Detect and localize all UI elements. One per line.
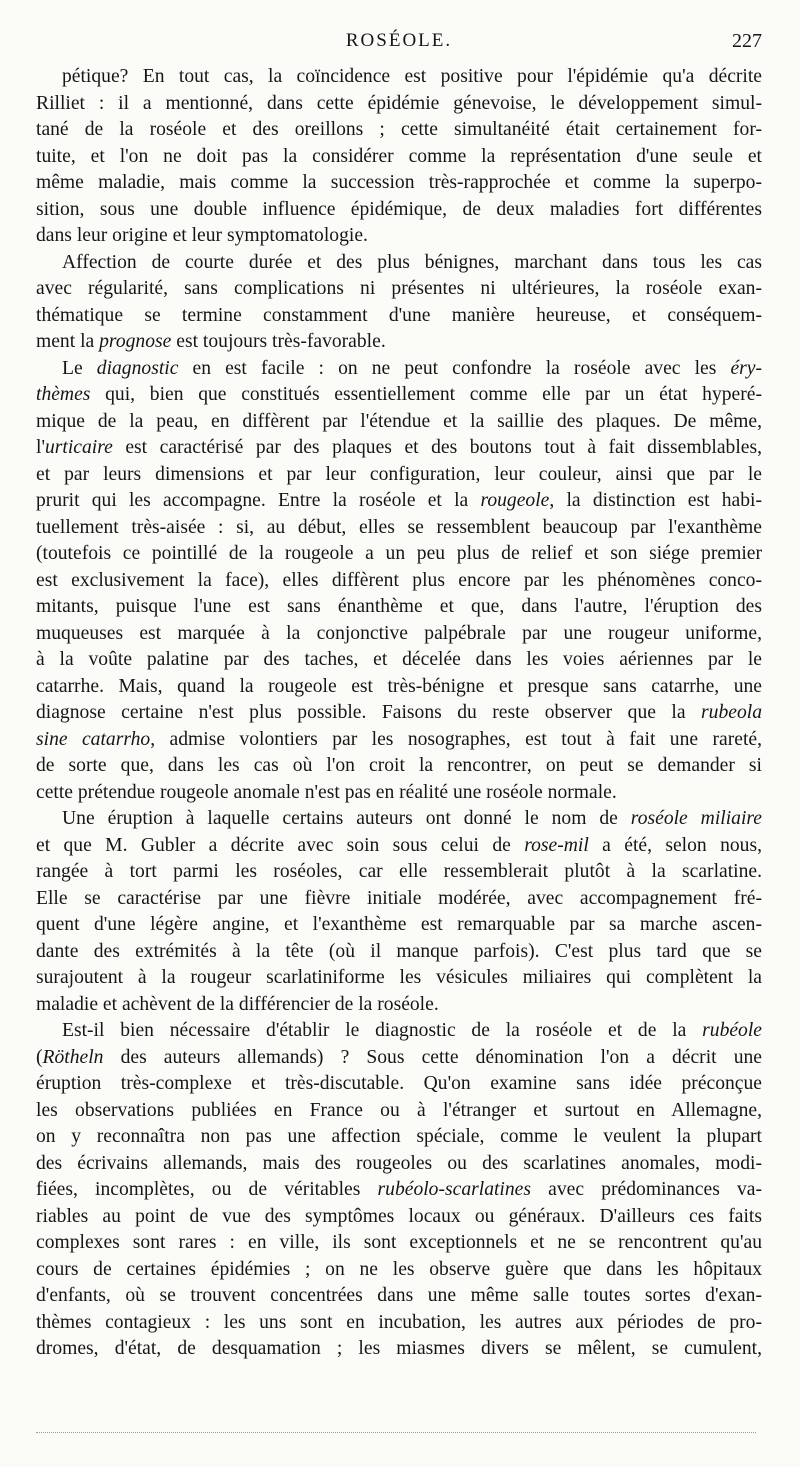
italic-term: roséole miliaire: [630, 808, 762, 829]
text-line: sine catarrho, admise volontiers par les nosographes, est tout à fait une rareté,: [36, 728, 762, 750]
text-line: thèmes contagieux : les uns sont en incubation, les autres aux périodes de pro-: [36, 1311, 762, 1333]
text-line: dans leur origine et leur symptomatologie.: [36, 225, 368, 246]
text-line: Rilliet : il a mentionné, dans cette épidémie génevoise, le développement simul-: [36, 92, 762, 114]
italic-term: rubéolo-scarlatines: [377, 1179, 531, 1200]
page-header: [36, 30, 762, 60]
text-line: mitants, puisque l'une est sans énanthème et que, dans l'autre, l'éruption des: [36, 596, 762, 617]
text-line: catarrhe. Mais, quand la rougeole est très-bénigne et presque sans catarrhe, une: [36, 675, 762, 697]
text-line: Elle se caractérise par une fièvre initiale modérée, avec accompagnement fré-: [36, 887, 762, 909]
italic-term: prognose: [99, 331, 172, 352]
text-line: de sorte que, dans les cas où l'on croit la rencontrer, on peut se demander si: [36, 755, 762, 776]
text-line: thématique se termine constamment d'une manière heureuse, et conséquem-: [36, 304, 762, 326]
text-line: riables au point de vue des symptômes locaux ou généraux. D'ailleurs ces faits: [36, 1205, 762, 1227]
paragraph: [36, 1018, 762, 1363]
text-line: rangée à tort parmi les roséoles, car elle ressemblerait plutôt à la scarlatine.: [36, 861, 762, 882]
italic-term: rougeole: [480, 490, 550, 511]
text-line: (toutefois ce pointillé de la rougeole a un peu plus de relief et son siége premier: [36, 543, 762, 564]
italic-term: urticaire: [44, 437, 113, 458]
text-line: tuite, et l'on ne doit pas la considérer comme la représentation d'une seule et: [36, 145, 762, 167]
text-line: d'enfants, où se trouvent concentrées dans une même salle toutes sortes d'exan-: [36, 1285, 762, 1306]
text-line: maladie et achèvent de la différencier de la roséole.: [36, 993, 439, 1015]
text-line: ment la prognose est toujours très-favorable.: [36, 331, 386, 352]
text-line: dromes, d'état, de desquamation ; les miasmes divers se mêlent, se cumulent,: [36, 1338, 762, 1359]
text-line: mique de la peau, en diffèrent par l'étendue et la saillie des plaques. De même,: [36, 410, 762, 432]
running-title: ROSÉOLE.: [345, 30, 453, 51]
body-text: [36, 64, 762, 1363]
text-line: et que M. Gubler a décrite avec soin sous celui de rose-mil a été, selon nous,: [36, 834, 763, 856]
paragraph: [36, 64, 762, 250]
text-line: thèmes qui, bien que constitués essentiellement comme elle par un état hyperé-: [36, 384, 762, 405]
text-line: éruption très-complexe et très-discutable. Qu'on examine sans idée préconçue: [36, 1073, 762, 1094]
text-line: Affection de courte durée et des plus bénignes, marchant dans tous les cas: [62, 251, 762, 273]
text-line: pétique? En tout cas, la coïncidence est positive pour l'épidémie qu'a décrite: [62, 66, 762, 87]
text-line: l'urticaire est caractérisé par des plaques et des boutons tout à fait dissemblables,: [36, 437, 762, 458]
text-line: avec régularité, sans complications ni présentes ni ultérieures, la roséole exan-: [36, 278, 762, 299]
text-line: des écrivains allemands, mais des rougeoles ou des scarlatines anomales, modi-: [36, 1152, 762, 1174]
italic-term: rubeola: [701, 702, 762, 723]
paragraph: [36, 250, 762, 356]
italic-term: rubéole: [702, 1020, 762, 1041]
text-line: muqueuses est marquée à la conjonctive palpébrale par une rougeur uniforme,: [36, 622, 762, 644]
text-line: tané de la roséole et des oreillons ; cette simultanéité était certainement for-: [36, 119, 762, 140]
text-line: sition, sous une double influence épidémique, de deux maladies fort différentes: [36, 198, 762, 220]
text-line: on y reconnaîtra non pas une affection spéciale, comme le veulent la plupart: [36, 1126, 762, 1147]
text-line: diagnose certaine n'est plus possible. Faisons du reste observer que la rubeola: [36, 702, 762, 723]
page-number: 227: [732, 30, 762, 52]
text-line: fiées, incomplètes, ou de véritables rubéolo-scarlatines avec prédominances va-: [36, 1179, 762, 1200]
footer-rule: [36, 1432, 756, 1433]
text-line: Une éruption à laquelle certains auteurs ont donné le nom de roséole miliaire: [62, 808, 762, 829]
text-line: prurit qui les accompagne. Entre la roséole et la rougeole, la distinction est habi-: [36, 490, 762, 511]
text-line: Est-il bien nécessaire d'établir le diagnostic de la roséole et de la rubéole: [62, 1020, 762, 1041]
text-line: cette prétendue rougeole anomale n'est pas en réalité une roséole normale.: [36, 781, 617, 803]
paragraph: [36, 356, 762, 807]
italic-term: diagnostic: [96, 357, 179, 379]
italic-term: thèmes: [36, 384, 91, 405]
italic-term: sine catarrho: [36, 728, 151, 750]
text-line: surajoutent à la rougeur scarlatiniforme les vésicules miliaires qui complètent la: [36, 967, 762, 988]
text-line: dante des extrémités à la tête (où il manque parfois). C'est plus tard que se: [36, 940, 762, 962]
text-line: cours de certaines épidémies ; on ne les observe guère que dans les hôpitaux: [36, 1258, 762, 1280]
italic-term: Rötheln: [42, 1046, 104, 1068]
text-line: est exclusivement la face), elles diffèrent plus encore par les phénomènes conco-: [36, 569, 762, 591]
text-line: les observations publiées en France ou à l'étranger et surtout en Allemagne,: [36, 1099, 762, 1121]
text-line: à la voûte palatine par des taches, et décelée dans les voies aériennes par le: [36, 649, 762, 670]
text-line: (Rötheln des auteurs allemands) ? Sous cette dénomination l'on a décrit une: [36, 1046, 762, 1068]
paragraph: [36, 806, 762, 1018]
italic-term: éry-: [730, 357, 762, 379]
text-line: et par leurs dimensions et par leur configuration, leur couleur, ainsi que par le: [36, 463, 762, 485]
text-line: complexes sont rares : en ville, ils sont exceptionnels et ne se rencontrent qu'au: [36, 1232, 762, 1253]
text-line: Le diagnostic en est facile : on ne peut confondre la roséole avec les éry-: [62, 357, 762, 379]
text-line: même maladie, mais comme la succession très-rapprochée et comme la superpo-: [36, 172, 762, 193]
italic-term: rose-mil: [524, 834, 589, 856]
text-line: quent d'une légère angine, et l'exanthème est remarquable par sa marche ascen-: [36, 914, 762, 935]
text-line: tuellement très-aisée : si, au début, elles se ressemblent beaucoup par l'exanthème: [36, 516, 762, 538]
